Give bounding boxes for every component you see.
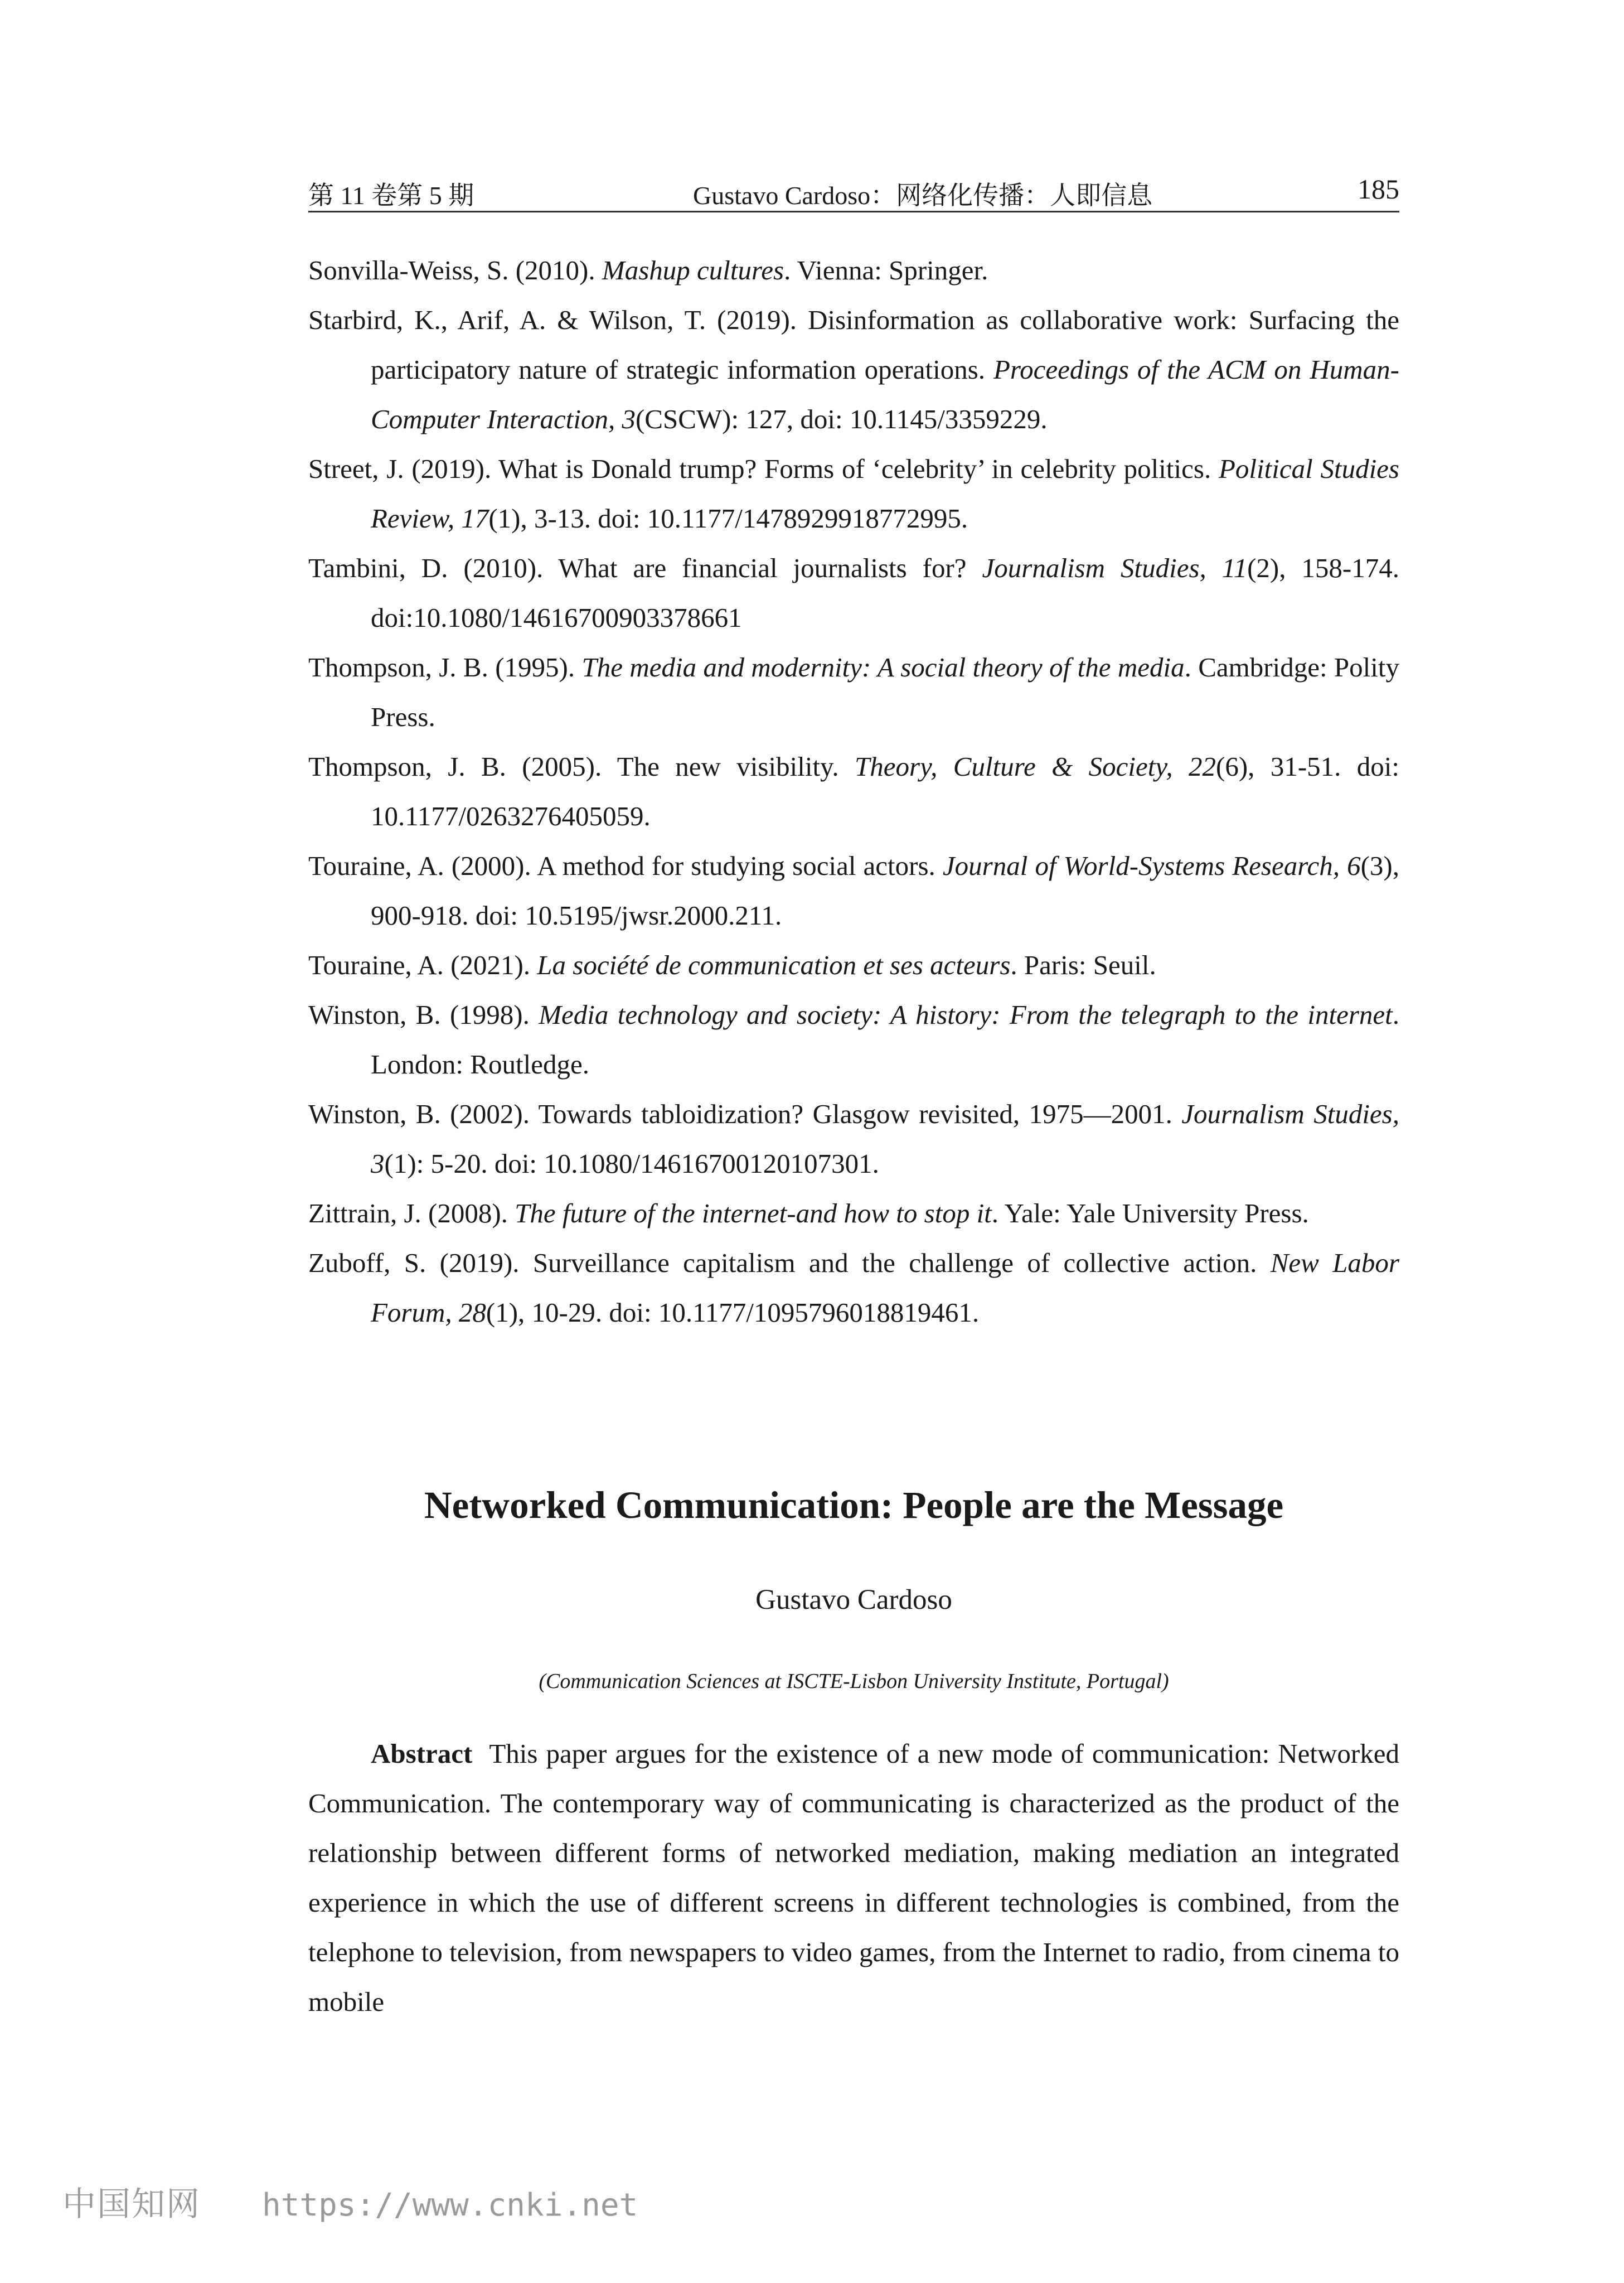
abstract-label: Abstract: [371, 1738, 473, 1769]
running-title: Gustavo Cardoso：网络化传播：人即信息: [693, 181, 1153, 210]
reference-item: Winston, B. (1998). Media technology and society: A history: From the telegraph to the internet. London: Routledge.: [308, 999, 1399, 1080]
reference-item: Thompson, J. B. (2005). The new visibility. Theory, Culture & Society, 22(6), 31-51. doi: 10.1177/0263276405059.: [308, 751, 1400, 831]
cnki-logo: 中国知网: [62, 2185, 201, 2224]
article-author: Gustavo Cardoso: [755, 1584, 952, 1615]
reference-item: Starbird, K., Arif, A. & Wilson, T. (2019). Disinformation as collaborative work: Surfacing the participatory nature of strategic information operations. Proceedings of the ACM on Human-Computer Interaction, 3(CSCW): 127, doi: 10.1145/3359229.: [308, 304, 1399, 434]
reference-item: Touraine, A. (2021). La société de communication et ses acteurs. Paris: Seuil.: [308, 950, 1156, 980]
reference-item: Thompson, J. B. (1995). The media and modernity: A social theory of the media. Cambridge: Polity Press.: [308, 652, 1400, 732]
reference-item: Sonvilla-Weiss, S. (2010). Mashup cultures. Vienna: Springer.: [308, 255, 988, 286]
reference-item: Tambini, D. (2010). What are financial journalists for? Journalism Studies, 11(2), 158-174. doi:10.1080/14616700903378661: [308, 553, 1400, 633]
reference-item: Zittrain, J. (2008). The future of the internet-and how to stop it. Yale: Yale University Press.: [308, 1198, 1309, 1228]
running-header: [308, 171, 1399, 212]
journal-issue: 第 11 卷第 5 期: [308, 181, 474, 210]
reference-list: [308, 245, 1399, 1337]
abstract: [308, 1729, 1399, 2026]
reference-item: Street, J. (2019). What is Donald trump? Forms of ‘celebrity’ in celebrity politics. Political Studies Review, 17(1), 3-13. doi: 10.1177/1478929918772995.: [308, 453, 1399, 534]
cnki-url: https://www.cnki.net: [262, 2187, 638, 2223]
page-number: 185: [1358, 173, 1399, 205]
abstract-text: This paper argues for the existence of a new mode of communication: Networked Communication. The contemporary way of communicating is characterized as the product of the relationship between different forms of networked mediation, making mediation an integrated experience in which the use of different screens in different technologies is combined, from the telephone to television, from newspapers to video games, from the Internet to radio, from cinema to mobile: [308, 1738, 1399, 2017]
reference-item: Zuboff, S. (2019). Surveillance capitalism and the challenge of collective action. New Labor Forum, 28(1), 10-29. doi: 10.1177/1095796018819461.: [308, 1247, 1400, 1328]
reference-item: Touraine, A. (2000). A method for studying social actors. Journal of World-Systems Research, 6(3), 900-918. doi: 10.5195/jwsr.2000.211.: [308, 850, 1399, 931]
reference-item: Winston, B. (2002). Towards tabloidization? Glasgow revisited, 1975—2001. Journalism Studies, 3(1): 5-20. doi: 10.1080/14616700120107301.: [308, 1099, 1399, 1179]
article-title: Networked Communication: People are the Message: [424, 1484, 1284, 1526]
author-affiliation: (Communication Sciences at ISCTE-Lisbon University Institute, Portugal): [539, 1670, 1169, 1693]
cnki-watermark: [62, 2178, 638, 2226]
